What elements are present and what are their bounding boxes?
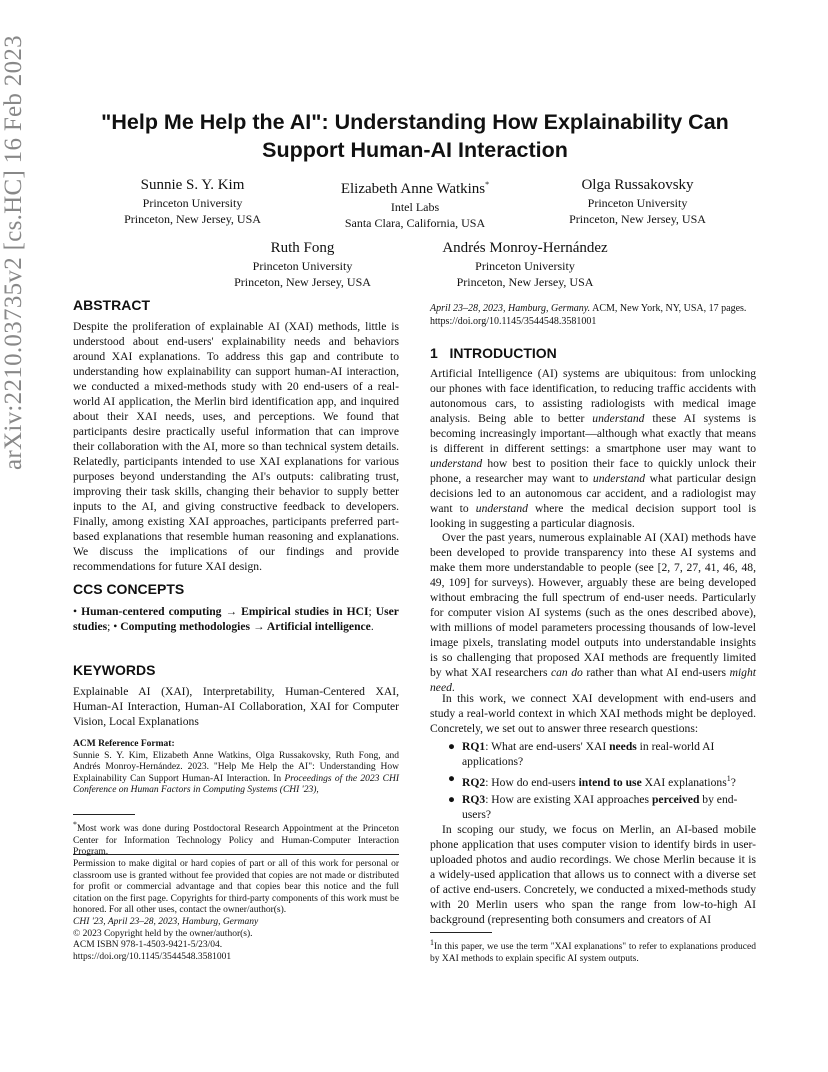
intro-text: .: [451, 681, 455, 694]
rq-id: RQ3: [462, 792, 486, 806]
author-name: Sunnie S. Y. Kim: [140, 177, 245, 193]
emphasis-can-do: can do: [550, 666, 583, 679]
bullet-icon: ●: [448, 740, 456, 753]
rq-id: RQ1: [462, 740, 486, 753]
author-location: Princeton, New Jersey, USA: [456, 275, 594, 289]
ccs-concept: Human-centered computing: [81, 605, 222, 618]
paper-title: [60, 108, 770, 164]
author-footnote: [73, 819, 399, 859]
footnote-ref[interactable]: 1: [726, 774, 731, 783]
isbn-line: ACM ISBN 978-1-4503-9421-5/23/04.: [73, 940, 223, 951]
intro-text: rather than what AI end-users: [582, 666, 730, 679]
footnote-1: [430, 937, 756, 965]
abstract-text: Despite the proliferation of explainable AI (XAI) methods, little is understood about end-users' explainability needs and behaviors around XAI explanations. To address this gap and contribute to understanding how explainability can support human-AI interaction, we conducted a mixed-methods study with 20 end-users of a real-world AI application, the Merlin bird identification app, and inquired about their XAI needs, uses, and perceptions. We found that participants desire practically useful information that can improve their collaboration with the AI, more so than technical system details. Relatedly, participants intended to use XAI explanations for various purposes beyond understanding the AI's outputs: calibrating trust, improving their task skills, changing their behavior to supply better inputs to the AI, and giving constructive feedback to developers. Finally, among existing XAI approaches, participants preferred part-based explanations that resemble human reasoning and explanations. We discuss the implications of our findings and provide recommendations for future XAI design.: [73, 320, 399, 573]
intro-paragraph-2: [430, 530, 756, 695]
ccs-concept: Empirical studies in HCI: [241, 605, 369, 618]
rq-text: in real-world AI applications?: [462, 740, 715, 768]
bullet-icon: ●: [448, 792, 456, 806]
acm-reference-heading: ACM Reference Format:: [73, 739, 175, 749]
intro-text: Artificial Intelligence (AI) systems are ubiquitous: from unlocking our phones with face identification, to reducing traffic accidents with autonomous cars, to assisting radiologists with medical image analysis. Being able to better: [430, 367, 756, 425]
ccs-concepts: [73, 604, 399, 634]
emphasis-understand: understand: [475, 502, 528, 515]
ccs-concept: Computing methodologies: [120, 620, 251, 633]
conference-line: CHI '23, April 23–28, 2023, Hamburg, Germany: [73, 916, 259, 927]
author-affiliation: Princeton University: [142, 196, 243, 210]
ccs-heading: CCS CONCEPTS: [73, 581, 185, 597]
bullet-icon: ●: [448, 772, 456, 785]
author-name: Olga Russakovsky: [581, 177, 694, 193]
ccs-arrow: →: [252, 620, 265, 633]
rq-text: by end-users?: [462, 792, 738, 821]
author-location: Princeton, New Jersey, USA: [569, 212, 706, 226]
author-affiliation: Princeton University: [587, 196, 688, 210]
research-question-item: [448, 771, 756, 790]
rq-id: RQ2: [462, 775, 486, 789]
ccs-end: .: [370, 620, 374, 633]
author-block: [430, 238, 620, 290]
intro-paragraph-1: [430, 366, 756, 531]
author-location: Princeton, New Jersey, USA: [234, 275, 371, 289]
emphasis-might-need: might need: [430, 666, 756, 694]
emphasis-understand: understand: [592, 472, 646, 485]
rq-text: : How do end-users: [485, 775, 579, 789]
author-affiliation: Princeton University: [252, 259, 353, 273]
author-footnote-mark: *: [485, 180, 490, 189]
ccs-separator: ;: [368, 605, 372, 618]
footnote-divider: [430, 932, 492, 933]
research-question-item: [448, 739, 756, 769]
intro-text: what particular design decisions led to an autonomous car accident, and a radiologist may want to: [430, 472, 756, 515]
author-block: [215, 238, 390, 290]
research-question-item: [448, 792, 756, 822]
research-questions-list: [448, 739, 756, 824]
doi-link[interactable]: https://doi.org/10.1145/3544548.3581001: [73, 951, 232, 962]
keywords-heading: KEYWORDS: [73, 662, 156, 678]
author-affiliation: Intel Labs: [390, 200, 440, 214]
acm-reference: [73, 739, 399, 797]
footnote-mark: *: [73, 820, 77, 829]
ccs-concept: User studies: [73, 605, 399, 633]
permission-divider: [73, 854, 399, 855]
ccs-concept: Artificial intelligence: [266, 620, 371, 633]
footnote-divider: [73, 814, 135, 815]
copyright-line: © 2023 Copyright held by the owner/author(s).: [73, 928, 253, 939]
arxiv-identifier: arXiv:2210.03735v2 [cs.HC] 16 Feb 2023: [0, 35, 27, 470]
footnote-mark: 1: [430, 938, 434, 947]
ccs-separator: ;: [107, 620, 111, 633]
author-name: Elizabeth Anne Watkins: [340, 181, 486, 197]
author-affiliation: Princeton University: [475, 259, 575, 273]
rq-emphasis: perceived: [651, 792, 700, 806]
permission-text: Permission to make digital or hard copies of part or all of this work for personal or classroom use is granted without fee provided that copies are not made or distributed for profit or commercial advantage and that copies bear this notice and the full citation on the first page. Copyrights for third-party components of this work must be honored. For all other uses, contact the owner/author(s).: [73, 859, 399, 916]
rq-emphasis: intend to use: [578, 775, 642, 789]
intro-text: how best to position their face to quickly unlock their phone, a researcher may want to: [430, 457, 756, 485]
author-name: Andrés Monroy-Hernández: [442, 240, 608, 256]
acm-reference-text: Sunnie S. Y. Kim, Elizabeth Anne Watkins, Olga Russakovsky, Ruth Fong, and Andrés Monroy-Hernández. 2023. "Help Me Help the AI": Understanding How Explainability Can Support Human-AI Interaction. In: [73, 750, 399, 784]
rq-text: ?: [730, 775, 736, 789]
ccs-arrow: →: [225, 605, 238, 618]
introduction-heading: 1 INTRODUCTION: [430, 345, 557, 361]
author-block: [105, 175, 280, 227]
permission-block: [73, 859, 399, 963]
ccs-bullet: •: [73, 605, 78, 618]
emphasis-understand: understand: [592, 412, 645, 425]
footnote-text: Most work was done during Postdoctoral Research Appointment at the Princeton Center for Information Technology Policy and Human-Computer Interaction Program.: [73, 824, 399, 858]
rq-text: : What are end-users' XAI: [485, 740, 610, 753]
reference-doi-link[interactable]: https://doi.org/10.1145/3544548.3581001: [430, 316, 597, 327]
intro-paragraph-4: In scoping our study, we focus on Merlin, an AI-based mobile phone application that uses computer vision to identify birds in user-uploaded photos and audio recordings. We chose Merlin because it is a widely-used application that allows us to connect with a diverse set of active end-users. Concretely, we conducted a mixed-methods study with 20 Merlin users who span the range from low-to-high AI background (representing both consumers and creators of AI: [430, 823, 756, 926]
acm-reference-venue: Proceedings of the 2023 CHI Conference on Human Factors in Computing Systems (CHI '23),: [73, 773, 399, 796]
author-block: [550, 175, 725, 227]
author-location: Princeton, New Jersey, USA: [124, 212, 261, 226]
ccs-bullet: •: [113, 620, 118, 633]
rq-text: XAI explanations: [641, 775, 727, 789]
rq-text: : How are existing XAI approaches: [485, 792, 652, 806]
reference-continuation: [430, 302, 756, 328]
emphasis-understand: understand: [430, 457, 483, 470]
author-block: [320, 175, 510, 231]
title-line-2: Support Human-AI Interaction: [262, 138, 568, 162]
rq-emphasis: needs: [609, 740, 637, 753]
author-location: Santa Clara, California, USA: [344, 216, 486, 230]
intro-text: where the medical decision support tool is looking in suggesting a particular diagnosis.: [430, 502, 757, 530]
intro-text: these AI systems is becoming increasingly important—although what exactly that means is different in different settings: a smartphone user may want to: [430, 412, 757, 455]
intro-paragraph-3: In this work, we connect XAI development with end-users and study a real-world context in which XAI methods might be deployed. Concretely, we set out to answer three research questions:: [430, 692, 756, 735]
intro-text: Over the past years, numerous explainable AI (XAI) methods have been developed to provide transparency into these AI systems and make them more understandable to people (see [2, 7, 27, 41, 46, 48, 49, 109] for surveys). However, arguably these are being developed without embracing the full spectrum of end-user needs. Particularly for computer vision AI systems (such as the ones described above), with millions of model parameters processing thousands of low-level image pixels, translating model outputs into understandable insights is so challenging that proposed XAI methods are frequently limited by what XAI researchers: [430, 531, 756, 679]
footnote-text: In this paper, we use the term "XAI explanations" to refer to explanations produced by XAI methods to explain specific AI system outputs.: [430, 942, 756, 964]
reference-publisher: ACM, New York, NY, USA, 17 pages.: [590, 303, 747, 314]
title-line-1: "Help Me Help the AI": Understanding How Explainability Can: [101, 110, 729, 134]
reference-date: April 23–28, 2023, Hamburg, Germany.: [430, 303, 591, 314]
author-name: Ruth Fong: [270, 240, 335, 256]
keywords-text: Explainable AI (XAI), Interpretability, Human-Centered XAI, Human-AI Interaction, Human-AI Collaboration, XAI for Computer Vision, Local Explanations: [73, 685, 399, 728]
abstract-heading: ABSTRACT: [73, 297, 150, 313]
